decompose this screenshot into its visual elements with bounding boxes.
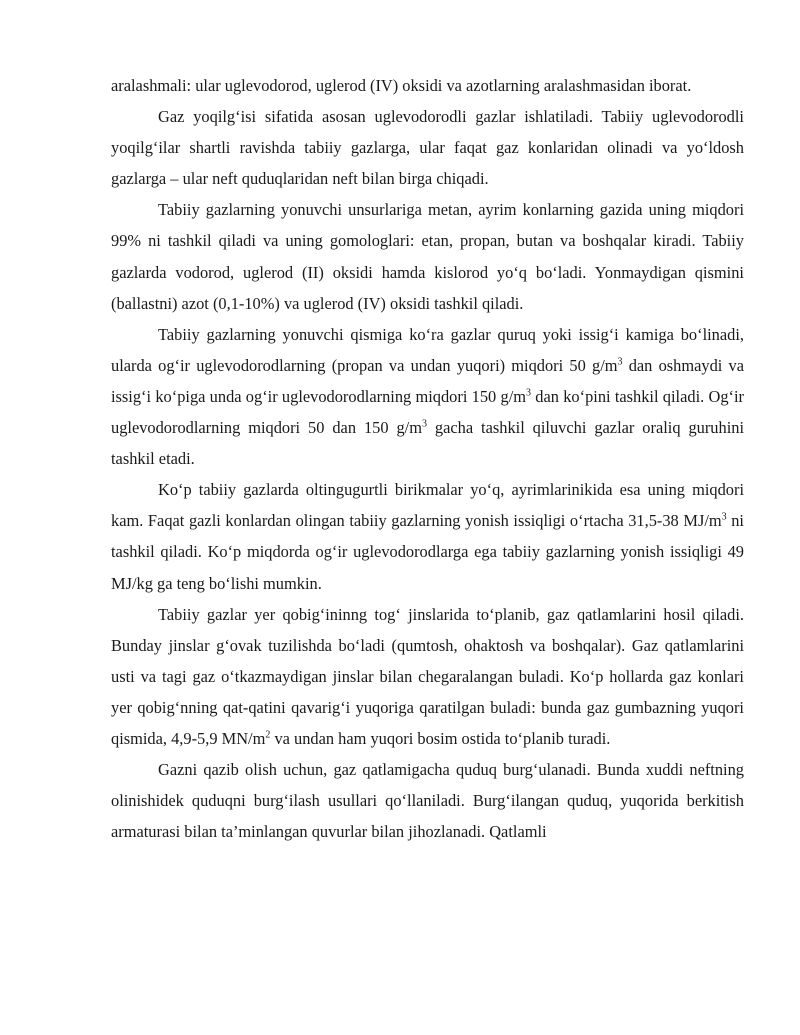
text-run: va undan ham yuqori bosim ostida to‘planib turadi. <box>270 728 611 748</box>
text-run: dan ko‘pini tashkil qiladi. Og‘ir uglevodorodlarning miqdori 50 dan 150 g/m <box>111 386 745 438</box>
text-run: Ko‘p tabiiy gazlarda oltingugurtli birikmalar yo‘q, ayrimlarinikida esa uning miqdori kam. Faqat gazli konlardan olingan tabiiy gazlarning yonish issiqligi o‘rtacha 31,5-38 MJ/m <box>111 480 744 531</box>
paragraph <box>111 70 744 101</box>
document-page <box>111 70 744 847</box>
paragraph <box>111 101 744 194</box>
text-run: Tabiiy gazlar yer qobig‘ininng tog‘ jinslarida to‘planib, gaz qatlamlarini hosil qiladi. Bunday jinslar g‘ovak tuzilishda bo‘ladi (qumtosh, ohaktosh va boshqalar). Gaz qatlamlarini usti va tagi gaz o‘tkazmaydigan jinslar bilan chegaralangan buladi. Ko‘p hollarda gaz konlari yer qobig‘nning qat-qatini qavarig‘i yuqoriga qaratilgan buladi: bunda gaz gumbazning yuqori qismida, 4,9-5,9 MN/m <box>111 604 744 748</box>
paragraph <box>111 474 744 598</box>
text-run: Tabiiy gazlarning yonuvchi unsurlariga metan, ayrim konlarning gazida uning miqdori 99% ni tashkil qiladi va uning gomologlari: etan, propan, butan va boshqalar kiradi. Tabiiy gazlarda vodorod, uglerod (II) oksidi hamda kislorod yo‘q bo‘ladi. Yonmaydigan qismini (ballastni) azot (0,1-10%) va uglerod (IV) oksidi tashkil qiladi. <box>111 200 744 313</box>
superscript: 2 <box>265 729 271 741</box>
text-run: ni tashkil qiladi. Ko‘p miqdorda og‘ir uglevodorodlarga ega tabiiy gazlarning yonish issiqligi 49 MJ/kg ga teng bo‘lishi mumkin. <box>111 511 744 593</box>
text-run: Gazni qazib olish uchun, gaz qatlamigacha quduq burg‘ulanadi. Bunda xuddi neftning olinishidek quduqni burg‘ilash usullari qo‘llaniladi. Burg‘ilangan quduq, yuqorida berkitish armaturasi bilan ta’minlangan quvurlar bilan jihozlanadi. Qatlamli <box>111 760 744 842</box>
text-run: aralashmali: ular uglevodorod, uglerod (IV) oksidi va azotlarning aralashmasidan iborat. <box>111 76 692 95</box>
paragraph <box>111 599 744 754</box>
paragraph <box>111 319 744 474</box>
text-run: gacha tashkil qiluvchi gazlar oraliq guruhini tashkil etadi. <box>111 418 744 469</box>
text-run: Tabiiy gazlarning yonuvchi qismiga ko‘ra gazlar quruq yoki issig‘i kamiga bo‘linadi, ularda og‘ir uglevodorodlarning (propan va undan yuqori) miqdori 50 g/m <box>111 324 744 375</box>
text-run: dan oshmaydi va issig‘i ko‘piga unda og‘ir uglevodorodlarning miqdori 150 g/m <box>111 355 744 406</box>
superscript: 3 <box>526 387 532 399</box>
superscript: 3 <box>617 356 623 368</box>
superscript: 3 <box>721 511 727 523</box>
superscript: 3 <box>421 418 427 430</box>
paragraph <box>111 754 744 847</box>
text-run: Gaz yoqilg‘isi sifatida asosan uglevodorodli gazlar ishlatiladi. Tabiiy uglevodorodli yoqilg‘ilar shartli ravishda tabiiy gazlarga, ular faqat gaz konlaridan olinadi va yo‘ldosh gazlarga – ular neft quduqlaridan neft bilan birga chiqadi. <box>111 107 744 189</box>
paragraph <box>111 194 744 318</box>
